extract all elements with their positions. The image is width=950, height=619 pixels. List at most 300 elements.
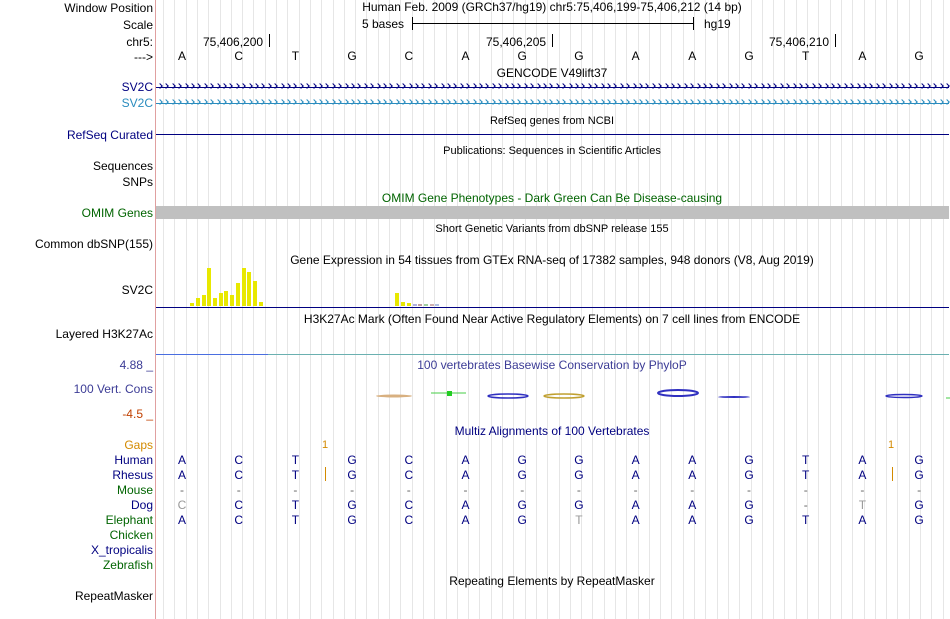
strand-chevron [522, 99, 528, 105]
species-label[interactable]: Elephant [105, 513, 153, 527]
phylop-min-label: -4.5 _ [122, 407, 153, 421]
strand-chevron [567, 83, 573, 89]
species-label[interactable]: Mouse [116, 483, 153, 497]
strand-chevron [900, 83, 906, 89]
species-label[interactable]: Rhesus [112, 468, 153, 482]
strand-chevron [836, 99, 842, 105]
gtex-tissue-bar[interactable] [219, 293, 223, 306]
strand-chevron [304, 99, 310, 105]
aligned-base: T [575, 513, 583, 527]
strand-chevron [349, 99, 355, 105]
aligned-base: C [234, 468, 244, 482]
gencode-transcript-1[interactable] [156, 81, 949, 93]
strand-chevron [861, 83, 867, 89]
strand-chevron [810, 99, 816, 105]
strand-chevron [759, 99, 765, 105]
gtex-track-title[interactable]: Gene Expression in 54 tissues from GTEx RNA-seq of 17382 samples, 948 donors (V8, Aug 2019) [290, 253, 814, 267]
aligned-base: A [858, 513, 867, 527]
aligned-base: - [520, 483, 525, 497]
aligned-base: A [461, 468, 470, 482]
aligned-base: T [291, 513, 300, 527]
gtex-tissue-bar[interactable] [395, 293, 399, 306]
strand-chevron [855, 83, 861, 89]
logo-mark [886, 395, 922, 398]
strand-chevron [490, 83, 496, 89]
strand-chevron [842, 83, 848, 89]
gtex-tissue-bar[interactable] [236, 283, 240, 306]
strand-chevron [324, 99, 330, 105]
gaps-label[interactable]: Gaps [124, 438, 153, 452]
strand-chevron [272, 99, 278, 105]
aligned-base: - [180, 483, 184, 497]
snps-label[interactable]: SNPs [122, 175, 153, 189]
strand-chevron [362, 83, 368, 89]
gtex-tissue-bar[interactable] [435, 304, 439, 306]
gtex-tissue-bar[interactable] [190, 303, 194, 306]
strand-chevron [720, 99, 726, 105]
strand-chevron [247, 99, 253, 105]
rhesus-gap-tick-1 [325, 467, 326, 481]
reference-base: C [234, 49, 244, 63]
strand-chevron [893, 83, 899, 89]
strand-chevron [330, 83, 336, 89]
strand-chevron [535, 83, 541, 89]
strand-chevron [848, 99, 854, 105]
strand-chevron [772, 99, 778, 105]
aligned-base: T [802, 513, 810, 527]
strand-chevron [868, 99, 874, 105]
refseq-gene-line[interactable] [156, 134, 949, 135]
strand-chevron [656, 99, 662, 105]
reference-base: G [914, 49, 924, 63]
gtex-tissue-bar[interactable] [413, 304, 417, 306]
strand-chevron [778, 99, 784, 105]
strand-chevron [157, 99, 163, 105]
strand-chevron [618, 99, 624, 105]
scale-assembly: hg19 [704, 17, 731, 31]
strand-chevron [496, 83, 502, 89]
strand-chevron [407, 99, 413, 105]
strand-chevron [682, 99, 688, 105]
strand-chevron [317, 99, 323, 105]
aligned-base: - [350, 483, 355, 497]
strand-chevron [823, 83, 829, 89]
sequences-label[interactable]: Sequences [92, 159, 153, 173]
aligned-base: A [461, 513, 470, 527]
aligned-base: - [633, 483, 638, 497]
strand-chevron [445, 83, 451, 89]
gtex-label[interactable]: SV2C [121, 283, 153, 297]
aligned-base: - [747, 483, 751, 497]
reference-base: A [631, 49, 640, 63]
strand-chevron [727, 99, 733, 105]
strand-chevron [925, 83, 931, 89]
strand-chevron [688, 99, 694, 105]
strand-chevron [554, 83, 560, 89]
strand-chevron [644, 83, 650, 89]
coord-label-3: 75,406,210 [769, 35, 830, 49]
gencode-track-title[interactable]: GENCODE V49lift37 [496, 66, 608, 80]
strand-chevron [439, 83, 445, 89]
strand-chevron [176, 83, 182, 89]
strand-chevron [509, 99, 515, 105]
strand-chevron [183, 83, 189, 89]
gtex-tissue-bar[interactable] [213, 298, 217, 306]
aligned-base: T [802, 468, 810, 482]
aligned-base: A [688, 513, 697, 527]
h3k27ac-track-title[interactable]: H3K27Ac Mark (Often Found Near Active Regulatory Elements) on 7 cell lines from ENCODE [303, 312, 801, 326]
strand-chevron [932, 83, 938, 89]
aligned-base: C [234, 513, 244, 527]
strand-chevron [772, 83, 778, 89]
strand-chevron [592, 99, 598, 105]
strand-chevron [695, 83, 701, 89]
gtex-tissue-bar[interactable] [207, 268, 211, 306]
phylop-logo-plot[interactable] [156, 380, 949, 416]
gencode-item-1-label[interactable]: SV2C [121, 80, 153, 94]
strand-chevron [522, 83, 528, 89]
repeatmasker-label[interactable]: RepeatMasker [74, 589, 153, 603]
strand-chevron [343, 99, 349, 105]
strand-chevron [426, 83, 432, 89]
window-position-label: Window Position [64, 1, 153, 15]
strand-chevron [701, 99, 707, 105]
strand-chevron [432, 83, 438, 89]
strand-chevron [356, 83, 362, 89]
strand-chevron [868, 83, 874, 89]
gtex-tissue-bar[interactable] [196, 298, 200, 306]
strand-chevron [247, 83, 253, 89]
aligned-base: - [406, 483, 411, 497]
repeatmasker-track-title[interactable]: Repeating Elements by RepeatMasker [449, 574, 655, 588]
strand-chevron [740, 99, 746, 105]
gtex-tissue-bar[interactable] [424, 304, 428, 306]
strand-chevron [330, 99, 336, 105]
strand-chevron [848, 83, 854, 89]
strand-chevron [164, 83, 170, 89]
reference-base: G [347, 49, 357, 63]
strand-chevron [260, 83, 266, 89]
strand-chevron [477, 83, 483, 89]
multiz-track-title[interactable]: Multiz Alignments of 100 Vertebrates [454, 424, 650, 438]
strand-chevron [605, 83, 611, 89]
strand-chevron [496, 99, 502, 105]
aligned-base: G [347, 498, 357, 512]
strand-chevron [221, 99, 227, 105]
strand-chevron [516, 83, 522, 89]
strand-chevron [592, 83, 598, 89]
species-label[interactable]: Zebrafish [102, 558, 153, 572]
omim-track-title[interactable]: OMIM Gene Phenotypes - Dark Green Can Be Disease-causing [381, 191, 723, 205]
strand-chevron [784, 99, 790, 105]
gtex-tissue-bar[interactable] [407, 303, 411, 306]
strand-chevron [752, 83, 758, 89]
strand-chevron [612, 83, 618, 89]
strand-chevron [426, 99, 432, 105]
strand-chevron [836, 83, 842, 89]
gtex-tissue-bar[interactable] [230, 295, 234, 306]
strand-chevron [420, 83, 426, 89]
chrom-label: chr5: [126, 35, 153, 49]
aligned-base: G [347, 513, 357, 527]
strand-chevron [919, 99, 925, 105]
aligned-base: - [690, 483, 695, 497]
omim-gene-bar[interactable] [156, 206, 949, 219]
strand-chevron [586, 99, 592, 105]
scale-value: 5 bases [362, 17, 405, 31]
strand-chevron [567, 99, 573, 105]
strand-chevron [509, 83, 515, 89]
strand-chevron [560, 83, 566, 89]
aligned-base: G [574, 498, 584, 512]
refseq-track-title[interactable]: RefSeq genes from NCBI [489, 115, 615, 127]
reference-base: A [177, 49, 186, 63]
gtex-tissue-bar[interactable] [430, 304, 434, 306]
strand-chevron [368, 83, 374, 89]
strand-chevron [324, 83, 330, 89]
logo-mark [658, 390, 698, 396]
strand-chevron [810, 83, 816, 89]
strand-chevron [932, 99, 938, 105]
h3k27ac-signal-blue [156, 354, 268, 355]
gtex-expression-plot[interactable] [156, 268, 949, 308]
strand-chevron [791, 83, 797, 89]
strand-chevron [919, 83, 925, 89]
strand-chevron [906, 83, 912, 89]
gencode-transcript-2[interactable] [156, 97, 949, 109]
strand-chevron [580, 99, 586, 105]
phylop-track-title[interactable]: 100 vertebrates Basewise Conservation by PhyloP [417, 358, 687, 372]
strand-chevron [548, 83, 554, 89]
gencode-item-2-label[interactable]: SV2C [121, 96, 153, 110]
omim-label[interactable]: OMIM Genes [81, 206, 153, 220]
strand-chevron [765, 83, 771, 89]
strand-chevron [260, 99, 266, 105]
species-label[interactable]: Human [114, 453, 153, 467]
strand-chevron [381, 99, 387, 105]
strand-chevron [599, 83, 605, 89]
strand-chevron [394, 99, 400, 105]
strand-chevron [695, 99, 701, 105]
gtex-tissue-bar[interactable] [253, 281, 257, 306]
species-label[interactable]: Dog [130, 498, 153, 512]
reference-base: T [802, 49, 810, 63]
aligned-base: A [631, 468, 640, 482]
strand-chevron [432, 99, 438, 105]
strand-chevron [746, 99, 752, 105]
strand-chevron [279, 83, 285, 89]
dbsnp-track-title[interactable]: Short Genetic Variants from dbSNP release 155 [435, 223, 669, 235]
strand-chevron [343, 83, 349, 89]
strand-chevron [714, 83, 720, 89]
aligned-base: T [291, 498, 300, 512]
strand-chevron [573, 83, 579, 89]
aligned-base: - [803, 483, 808, 497]
aligned-base: G [914, 468, 924, 482]
strand-chevron [541, 83, 547, 89]
aligned-base: A [177, 453, 186, 467]
aligned-base: C [404, 453, 414, 467]
aligned-base: G [744, 513, 754, 527]
strand-chevron [887, 99, 893, 105]
aligned-base: C [404, 498, 414, 512]
strand-chevron [298, 99, 304, 105]
aligned-base: - [917, 483, 922, 497]
strand-chevron [650, 99, 656, 105]
strand-chevron [682, 83, 688, 89]
strand-chevron [164, 99, 170, 105]
strand-chevron [804, 83, 810, 89]
strand-chevron [221, 83, 227, 89]
strand-chevron [708, 83, 714, 89]
reference-base: C [404, 49, 414, 63]
strand-chevron [612, 99, 618, 105]
strand-chevron [637, 83, 643, 89]
strand-chevron [733, 83, 739, 89]
species-label[interactable]: X_tropicalis [90, 543, 153, 557]
aligned-base: C [404, 513, 414, 527]
strand-chevron [656, 83, 662, 89]
strand-chevron [253, 99, 259, 105]
aligned-base: G [914, 513, 924, 527]
strand-chevron [797, 83, 803, 89]
publications-track-title[interactable]: Publications: Sequences in Scientific Articles [443, 145, 661, 157]
strand-label: ---> [134, 50, 153, 64]
strand-chevron [752, 99, 758, 105]
strand-chevron [388, 99, 394, 105]
strand-chevron [452, 83, 458, 89]
strand-chevron [759, 83, 765, 89]
strand-chevron [874, 99, 880, 105]
strand-chevron [618, 83, 624, 89]
aligned-base: C [404, 468, 414, 482]
gap-mark-1: 1 [322, 439, 329, 451]
strand-chevron [272, 83, 278, 89]
strand-chevron [912, 83, 918, 89]
strand-chevron [215, 99, 221, 105]
strand-chevron [368, 99, 374, 105]
strand-chevron [631, 83, 637, 89]
strand-chevron [208, 99, 214, 105]
aligned-base: - [576, 483, 581, 497]
aligned-base: A [461, 498, 470, 512]
strand-chevron [740, 83, 746, 89]
aligned-base: C [234, 453, 244, 467]
phylop-max-label: 4.88 _ [119, 358, 153, 372]
strand-chevron [791, 99, 797, 105]
strand-chevron [631, 99, 637, 105]
reference-base: G [517, 49, 527, 63]
strand-chevron [938, 99, 944, 105]
strand-chevron [292, 83, 298, 89]
strand-chevron [663, 83, 669, 89]
strand-chevron [400, 83, 406, 89]
strand-chevron [336, 83, 342, 89]
strand-chevron [484, 83, 490, 89]
strand-chevron [336, 99, 342, 105]
strand-chevron [477, 99, 483, 105]
gtex-tissue-bar[interactable] [202, 295, 206, 306]
refseq-label[interactable]: RefSeq Curated [66, 128, 153, 142]
strand-chevron [944, 83, 950, 89]
strand-chevron [676, 99, 682, 105]
coord-label-2: 75,406,205 [486, 35, 547, 49]
coord-tick-3 [835, 34, 836, 47]
strand-chevron [938, 83, 944, 89]
strand-chevron [797, 99, 803, 105]
aligned-base: - [463, 483, 468, 497]
reference-base: T [291, 49, 300, 63]
strand-chevron [228, 99, 234, 105]
logo-mark [718, 396, 750, 398]
strand-chevron [189, 83, 195, 89]
aligned-base: G [574, 453, 584, 467]
strand-chevron [183, 99, 189, 105]
strand-chevron [855, 99, 861, 105]
strand-chevron [554, 99, 560, 105]
reference-base: A [461, 49, 470, 63]
strand-chevron [624, 83, 630, 89]
strand-chevron [829, 83, 835, 89]
logo-mark [544, 394, 584, 398]
strand-chevron [720, 83, 726, 89]
strand-chevron [880, 99, 886, 105]
strand-chevron [925, 99, 931, 105]
strand-chevron [285, 83, 291, 89]
gtex-tissue-bar[interactable] [242, 268, 246, 306]
species-label[interactable]: Chicken [109, 528, 153, 542]
strand-chevron [279, 99, 285, 105]
gtex-tissue-bar[interactable] [247, 272, 251, 306]
scale-label: Scale [122, 18, 153, 32]
aligned-base: A [858, 468, 867, 482]
strand-chevron [285, 99, 291, 105]
strand-chevron [727, 83, 733, 89]
strand-chevron [458, 83, 464, 89]
aligned-base: G [914, 453, 924, 467]
strand-chevron [400, 99, 406, 105]
gtex-tissue-bar[interactable] [418, 304, 422, 306]
gtex-gene-line [156, 307, 949, 308]
gtex-tissue-bar[interactable] [224, 291, 228, 306]
h3k27ac-label[interactable]: Layered H3K27Ac [55, 327, 153, 341]
phylop-label[interactable]: 100 Vert. Cons [73, 382, 153, 396]
aligned-base: A [631, 513, 640, 527]
gtex-tissue-bar[interactable] [401, 302, 405, 306]
strand-chevron [375, 99, 381, 105]
reference-base: A [688, 49, 697, 63]
strand-chevron [816, 83, 822, 89]
aligned-base: T [291, 453, 300, 467]
dbsnp-label[interactable]: Common dbSNP(155) [34, 237, 153, 251]
strand-chevron [708, 99, 714, 105]
strand-chevron [349, 83, 355, 89]
aligned-base: G [347, 468, 357, 482]
gtex-tissue-bar[interactable] [259, 302, 263, 306]
strand-chevron [746, 83, 752, 89]
aligned-base: A [631, 453, 640, 467]
strand-chevron [240, 83, 246, 89]
aligned-base: G [517, 498, 527, 512]
aligned-base: G [744, 453, 754, 467]
aligned-base: - [860, 483, 865, 497]
strand-chevron [944, 99, 950, 105]
aligned-base: G [517, 468, 527, 482]
strand-chevron [701, 83, 707, 89]
strand-chevron [375, 83, 381, 89]
aligned-base: T [858, 498, 867, 512]
h3k27ac-signal-teal [156, 354, 949, 355]
